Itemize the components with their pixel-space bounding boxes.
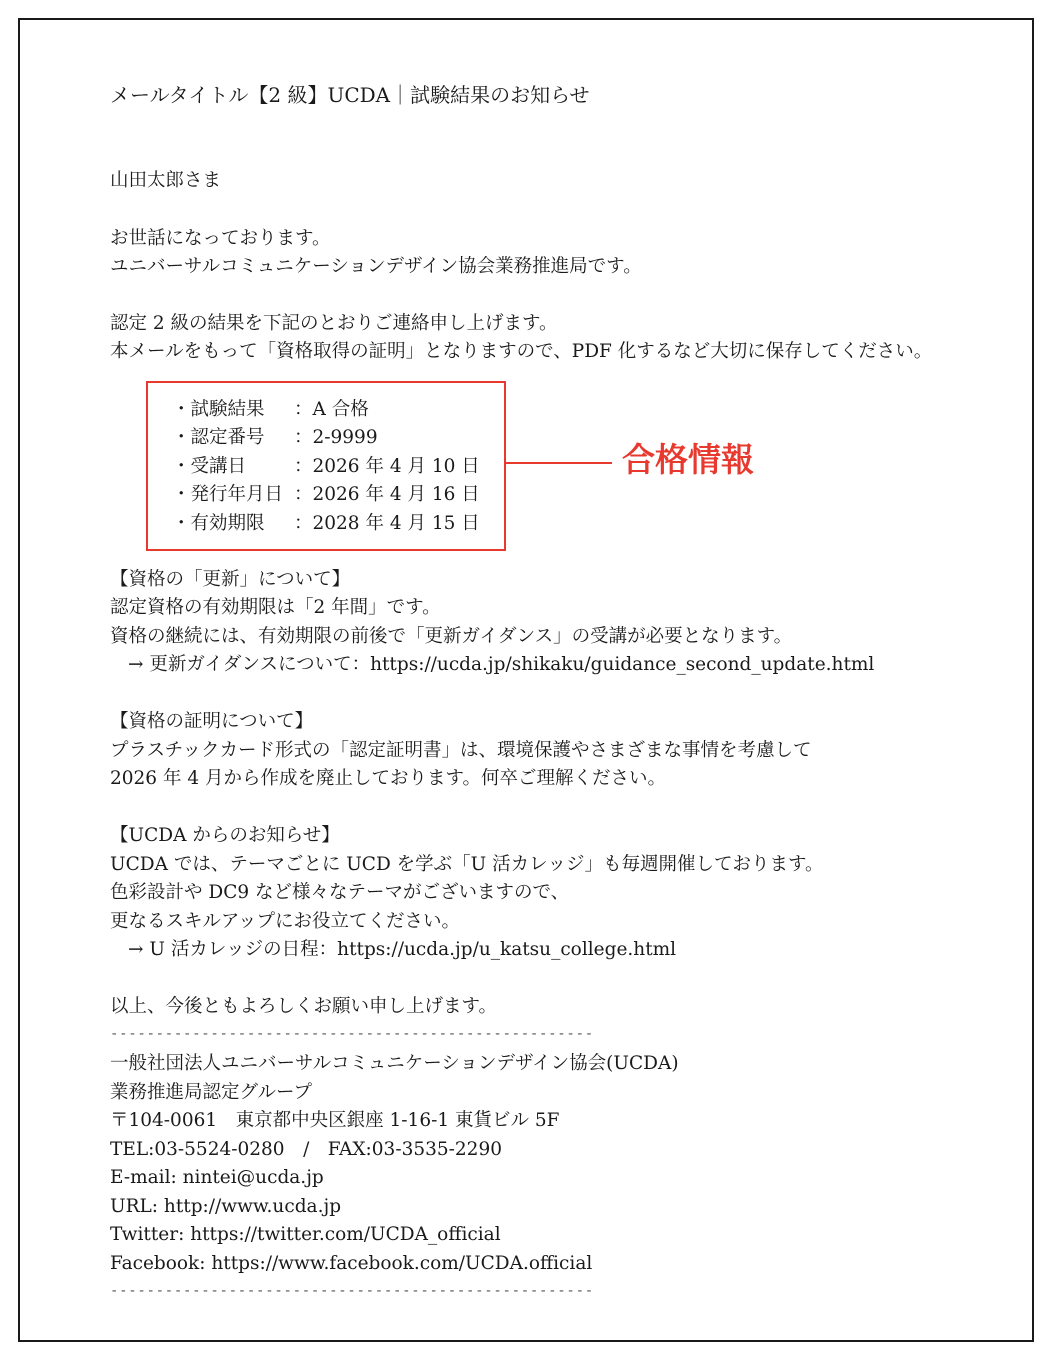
result-label: ・試験結果 <box>172 399 265 420</box>
greeting-line: ユニバーサルコミュニケーションデザイン協会業務推進局です。 <box>110 256 642 277</box>
result-value: ：2026 年 4 月 16 日 <box>294 484 480 505</box>
signature-org: 一般社団法人ユニバーサルコミュニケーションデザイン協会(UCDA) <box>110 1053 679 1074</box>
result-label: ・有効期限 <box>172 513 265 534</box>
signature-facebook-link[interactable]: Facebook: https://www.facebook.com/UCDA.official <box>110 1253 593 1274</box>
signature-url-link[interactable]: URL: http://www.ucda.jp <box>110 1196 342 1217</box>
u-katsu-college-link[interactable]: → U 活カレッジの日程：https://ucda.jp/u_katsu_college.html <box>128 939 677 960</box>
renewal-line: 認定資格の有効期限は「2 年間」です。 <box>110 597 441 618</box>
signature-address: 〒104-0061 東京都中央区銀座 1-16-1 東貨ビル 5F <box>110 1110 560 1131</box>
result-info-box <box>146 381 506 551</box>
certificate-line: プラスチックカード形式の「認定証明書」は、環境保護やさまざまな事情を考慮して <box>110 740 812 761</box>
signature-twitter-link[interactable]: Twitter: https://twitter.com/UCDA_official <box>110 1224 501 1245</box>
result-value: ：2028 年 4 月 15 日 <box>294 513 480 534</box>
signature-dept: 業務推進局認定グループ <box>110 1082 313 1103</box>
result-row <box>172 429 378 448</box>
result-value: ：A 合格 <box>294 399 369 420</box>
result-row <box>172 401 369 420</box>
result-value: ：2026 年 4 月 10 日 <box>294 456 480 477</box>
signature-divider: ----------------------------------------------------- <box>110 1026 594 1042</box>
intro-line: 本メールをもって「資格取得の証明」となりますので、PDF 化するなど大切に保存してください。 <box>110 341 933 362</box>
result-value: ：2-9999 <box>294 427 378 448</box>
signature-tel-fax: TEL:03-5524-0280 / FAX:03-3535-2290 <box>110 1139 502 1160</box>
greeting-line: お世話になっております。 <box>110 228 331 249</box>
result-row <box>172 515 480 534</box>
renewal-line: 資格の継続には、有効期限の前後で「更新ガイダンス」の受講が必要となります。 <box>110 626 793 647</box>
renewal-guidance-link[interactable]: → 更新ガイダンスについて：https://ucda.jp/shikaku/guidance_second_update.html <box>128 654 875 675</box>
result-label: ・発行年月日 <box>172 484 284 505</box>
result-label: ・認定番号 <box>172 427 265 448</box>
signature-email-link[interactable]: E-mail: nintei@ucda.jp <box>110 1167 324 1188</box>
news-line: 更なるスキルアップにお役立てください。 <box>110 911 461 932</box>
news-line: 色彩設計や DC9 など様々なテーマがございますので、 <box>110 882 570 903</box>
certificate-heading: 【資格の証明について】 <box>110 711 314 732</box>
recipient-name: 山田太郎さま <box>110 170 222 191</box>
pass-info-callout: 合格情報 <box>622 440 754 479</box>
result-row <box>172 486 480 505</box>
news-heading: 【UCDA からのお知らせ】 <box>110 825 340 846</box>
result-label: ・受講日 <box>172 456 247 477</box>
callout-connector-line <box>506 462 612 464</box>
news-line: UCDA では、テーマごとに UCD を学ぶ「U 活カレッジ」も毎週開催しております。 <box>110 854 824 875</box>
intro-line: 認定 2 級の結果を下記のとおりご連絡申し上げます。 <box>110 313 558 334</box>
result-row <box>172 458 480 477</box>
closing-line: 以上、今後ともよろしくお願い申し上げます。 <box>110 996 498 1017</box>
email-subject: メールタイトル【2 級】UCDA｜試験結果のお知らせ <box>110 83 590 107</box>
renewal-heading: 【資格の「更新」について】 <box>110 569 351 590</box>
certificate-line: 2026 年 4 月から作成を廃止しております。何卒ご理解ください。 <box>110 768 667 789</box>
signature-divider: ----------------------------------------------------- <box>110 1283 594 1299</box>
